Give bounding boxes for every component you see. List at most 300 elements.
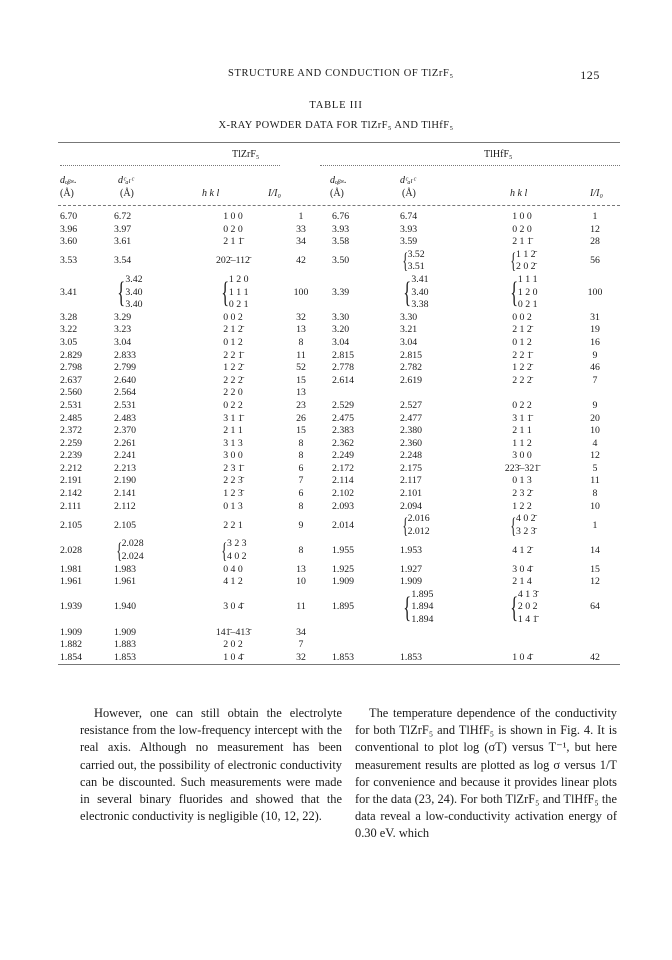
table-cell: 12 <box>590 576 600 588</box>
table-cell: 0 2 2 <box>512 399 532 411</box>
table-cell <box>474 639 570 652</box>
table-cell <box>474 589 570 627</box>
table-cell: 13 <box>296 324 306 336</box>
table-cell: 1 <box>592 211 598 222</box>
table-cell: 2.778 <box>332 362 355 374</box>
table-cell: 1.909 <box>114 626 137 638</box>
table-cell: 3.58 <box>332 236 350 248</box>
table-cell: 8 <box>298 437 304 449</box>
stacked-value: 2.016 <box>407 513 430 525</box>
table-cell: 11 <box>296 349 306 361</box>
table-cell: 0 0 2 <box>223 311 243 323</box>
stacked-value: 0 2 1 <box>517 299 538 311</box>
table-cell: 1.882 <box>60 639 83 651</box>
brace-mark: { <box>403 275 412 309</box>
col-header-dcalc-right: dᶜₐₗᶜ <box>400 175 416 186</box>
table-cell: 2.213 <box>114 462 137 474</box>
table-row <box>58 400 620 413</box>
table-cell: 2.362 <box>332 437 355 449</box>
table-caption: X-RAY POWDER DATA FOR TlZrF₅ AND TlHfF₅ <box>218 120 454 131</box>
stacked-value: 3.41 <box>411 273 429 285</box>
page-number: 125 <box>580 68 600 82</box>
table-cell: 1.927 <box>400 563 423 575</box>
table-cell: 1.909 <box>332 576 355 588</box>
table-row <box>58 576 620 589</box>
table-cell: 0 2 0 <box>512 223 532 235</box>
table-cell: 1.895 <box>332 601 355 613</box>
table-cell: 8 <box>298 544 304 556</box>
table-cell <box>474 249 570 274</box>
table-cell: 2 1 4 <box>512 576 532 588</box>
table-cell: 2.117 <box>400 475 422 487</box>
table-cell <box>328 627 396 640</box>
table-cell: 0 1 3 <box>512 475 532 487</box>
table-cell: 2.782 <box>400 362 423 374</box>
table-cell: 32 <box>296 311 306 323</box>
col-header-unit-right-2: (Å) <box>402 188 416 199</box>
table-cell <box>396 627 474 640</box>
table-cell: 2.261 <box>114 437 137 449</box>
table-cell <box>570 627 620 640</box>
table-cell: 2.637 <box>60 374 83 386</box>
table-cell: 2.249 <box>332 450 355 462</box>
table-cell: 2 3 1̄ <box>223 462 243 474</box>
table-cell: 12 <box>590 450 600 462</box>
table-cell: 3.29 <box>114 311 132 323</box>
table-cell: 2.370 <box>114 425 137 437</box>
stacked-value: 1.894 <box>411 601 434 613</box>
group-header-right: TlHfF₅ <box>484 149 513 160</box>
table-row <box>58 438 620 451</box>
body-column-right <box>355 705 617 843</box>
table-row <box>58 488 620 501</box>
table-cell: 10 <box>590 500 600 512</box>
stacked-value: 2.012 <box>407 525 430 537</box>
table-cell: 3.04 <box>332 336 350 348</box>
table-cell <box>570 639 620 652</box>
table-cell <box>328 639 396 652</box>
table-cell: 2.259 <box>60 437 83 449</box>
table-cell <box>396 513 474 538</box>
col-header-dobs-right: dₒᵦₛ. <box>330 175 347 186</box>
table-cell <box>396 249 474 274</box>
table-row <box>58 211 620 224</box>
table-cell: 1.925 <box>332 563 355 575</box>
table-cell: 3.60 <box>60 236 78 248</box>
table-cell: 3.59 <box>400 236 418 248</box>
brace-mark: { <box>117 275 126 309</box>
header-bottom-rule <box>58 205 620 206</box>
stacked-value: 3.42 <box>125 273 143 285</box>
table-cell: 0 0 2 <box>512 311 532 323</box>
brace-mark: { <box>510 248 517 274</box>
table-row <box>58 413 620 426</box>
brace-mark: { <box>221 538 228 564</box>
table-cell: 1.883 <box>114 639 137 651</box>
stacked-value: 3.38 <box>411 299 429 311</box>
table-cell: 2 1 2̄ <box>512 324 532 336</box>
table-cell: 8 <box>298 336 304 348</box>
table-cell: 7 <box>592 374 598 386</box>
table-cell: 2 1 1 <box>512 425 532 437</box>
table-cell: 15 <box>296 425 306 437</box>
stacked-value: 1.894 <box>411 614 434 626</box>
table-cell: 1 0 4̄ <box>223 651 243 663</box>
stacked-value: 1 1 1 <box>517 273 538 285</box>
brace-mark: { <box>402 248 409 274</box>
table-cell: 34 <box>296 626 306 638</box>
table-cell: 9 <box>298 519 304 531</box>
col-header-intensity-left: I/I₀ <box>268 188 281 199</box>
table-row <box>58 274 620 312</box>
table-cell: 7 <box>298 639 304 651</box>
table-row <box>58 513 620 538</box>
table-cell: 6.76 <box>332 211 350 222</box>
table-cell: 4 1 2 <box>223 576 243 588</box>
table-cell <box>396 639 474 652</box>
table-cell: 2.833 <box>114 349 137 361</box>
table-cell: 6 <box>298 488 304 500</box>
table-cell <box>474 274 570 312</box>
table-cell: 1 2 2̄ <box>223 362 243 374</box>
table-cell: 1.961 <box>60 576 83 588</box>
group-rule-left <box>60 165 280 166</box>
table-cell: 3 0 0 <box>223 450 243 462</box>
table-cell: 2.014 <box>332 519 355 531</box>
table-cell: 2.380 <box>400 425 423 437</box>
table-cell: 2.383 <box>332 425 355 437</box>
table-cell: 15 <box>296 374 306 386</box>
stacked-value: 4 0 2 <box>226 551 247 563</box>
table-cell: 1.853 <box>332 651 355 663</box>
table-cell: 3.28 <box>60 311 78 323</box>
table-cell: 2.531 <box>60 399 83 411</box>
stacked-value: 3.52 <box>407 248 425 260</box>
table-cell <box>192 274 274 312</box>
table-cell: 3.53 <box>60 255 78 267</box>
table-cell: 2.798 <box>60 362 83 374</box>
stacked-value: 3.40 <box>125 286 143 298</box>
table-cell: 3.30 <box>332 311 350 323</box>
table-cell: 2.142 <box>60 488 83 500</box>
table-cell: 2 1 1̄ <box>223 236 243 248</box>
table-cell: 3 0 4̄ <box>223 601 243 613</box>
table-cell <box>474 387 570 400</box>
table-row <box>58 312 620 325</box>
table-cell: 202̄–112̄ <box>216 255 250 267</box>
stacked-value: 2 0 2̄ <box>515 261 536 273</box>
table-cell: 3 0 0 <box>512 450 532 462</box>
table-cell: 3.04 <box>114 336 132 348</box>
table-cell: 2.619 <box>400 374 423 386</box>
table-cell: 3.61 <box>114 236 132 248</box>
table-number: TABLE III <box>309 100 363 111</box>
table-cell: 1 <box>592 519 598 531</box>
stacked-value: 4 0 2̄ <box>515 513 536 525</box>
col-header-intensity-right: I/I₀ <box>590 188 603 199</box>
table-cell <box>112 538 192 563</box>
table-row <box>58 249 620 274</box>
table-cell: 2.101 <box>400 488 423 500</box>
col-header-dcalc-left: dᶜₐₗᶜ <box>118 175 134 186</box>
table-cell: 2 1 1̄ <box>512 236 532 248</box>
table-cell: 1.909 <box>60 626 83 638</box>
table-cell: 3.97 <box>114 223 132 235</box>
table-row <box>58 639 620 652</box>
table-cell: 0 1 2 <box>512 336 532 348</box>
stacked-value: 3.40 <box>125 299 143 311</box>
stacked-value: 1 4 1̄ <box>517 614 538 626</box>
brace-mark: { <box>402 512 409 538</box>
stacked-value: 3.40 <box>411 286 429 298</box>
table-cell: 2.093 <box>332 500 355 512</box>
stacked-value: 1.895 <box>411 588 434 600</box>
table-cell: 3.41 <box>60 286 78 298</box>
table-cell: 2 2 3̄ <box>223 475 243 487</box>
stacked-value: 1 2 0 <box>517 286 538 298</box>
group-rule-right <box>320 165 620 166</box>
table-cell <box>570 387 620 400</box>
table-row <box>58 627 620 640</box>
table-cell: 1.953 <box>400 544 423 556</box>
table-cell: 2.114 <box>332 475 354 487</box>
table-cell: 2.094 <box>400 500 423 512</box>
table-cell: 3.04 <box>400 336 418 348</box>
col-header-hkl-left: h k l <box>202 188 220 199</box>
table-cell: 28 <box>590 236 600 248</box>
table-cell: 2.191 <box>60 475 83 487</box>
col-header-unit-left-1: (Å) <box>60 188 74 199</box>
table-cell: 2.527 <box>400 399 423 411</box>
table-cell: 33 <box>296 223 306 235</box>
table-cell: 2.529 <box>332 399 355 411</box>
table-cell: 2.241 <box>114 450 137 462</box>
table-cell: 56 <box>590 255 600 267</box>
table-cell: 1 0 4̄ <box>512 651 532 663</box>
table-cell: 223̄–321̄ <box>504 462 540 474</box>
table-cell: 2 2 1̄ <box>512 349 532 361</box>
table-cell: 6.72 <box>114 211 132 222</box>
table-cell: 6.70 <box>60 211 78 222</box>
table-cell: 3.23 <box>114 324 132 336</box>
table-cell: 15 <box>590 563 600 575</box>
brace-mark: { <box>509 590 518 624</box>
table-row <box>58 425 620 438</box>
table-cell: 1 2 3̄ <box>223 488 243 500</box>
table-cell: 2 2 2̄ <box>512 374 532 386</box>
table-row <box>58 538 620 563</box>
table-row <box>58 362 620 375</box>
stacked-value: 3.51 <box>407 261 425 273</box>
table-cell: 1.955 <box>332 544 355 556</box>
table-cell: 3.39 <box>332 286 350 298</box>
table-cell: 1.940 <box>114 601 137 613</box>
table-cell <box>396 387 474 400</box>
brace-mark: { <box>509 275 518 309</box>
table-cell: 2.372 <box>60 425 83 437</box>
table-row <box>58 324 620 337</box>
table-cell: 4 1 2̄ <box>512 544 532 556</box>
table-row <box>58 236 620 249</box>
stacked-value: 1 1 2̄ <box>515 248 536 260</box>
table-cell: 2 2 1̄ <box>223 349 243 361</box>
table-cell: 2 2 0 <box>223 387 243 399</box>
table-cell: 0 2 2 <box>223 399 243 411</box>
table-cell: 2 3 2̄ <box>512 488 532 500</box>
table-cell: 0 1 3 <box>223 500 243 512</box>
table-cell: 1.854 <box>60 651 83 663</box>
table-row <box>58 387 620 400</box>
stacked-value: 3 2 3̄ <box>515 525 536 537</box>
table-cell: 2 1 1 <box>223 425 243 437</box>
table-cell: 6 <box>298 462 304 474</box>
table-row <box>58 564 620 577</box>
stacked-value: 0 2 1 <box>228 299 249 311</box>
stacked-value: 1 2 0 <box>228 273 249 285</box>
table-row <box>58 463 620 476</box>
table-cell: 2.175 <box>400 462 423 474</box>
table-cell: 2.483 <box>114 412 137 424</box>
table-cell: 1.909 <box>400 576 423 588</box>
table-cell: 34 <box>296 236 306 248</box>
table-cell: 1 0 0 <box>223 211 243 222</box>
table-cell: 14 <box>590 544 600 556</box>
table-cell: 13 <box>296 563 306 575</box>
table-row <box>58 589 620 627</box>
col-header-unit-left-2: (Å) <box>120 188 134 199</box>
table-cell: 9 <box>592 349 598 361</box>
table-row <box>58 375 620 388</box>
table-cell: 16 <box>590 336 600 348</box>
table-cell: 10 <box>296 576 306 588</box>
table-cell: 2.248 <box>400 450 423 462</box>
stacked-value: 4 1 3̄ <box>517 588 538 600</box>
table-cell: 42 <box>296 255 306 267</box>
table-cell: 0 2 0 <box>223 223 243 235</box>
brace-mark: { <box>116 538 123 564</box>
table-cell: 9 <box>592 399 598 411</box>
table-cell: 2 2 1 <box>223 519 243 531</box>
table-cell: 1 1 2 <box>512 437 532 449</box>
table-cell: 19 <box>590 324 600 336</box>
table-cell: 2.799 <box>114 362 137 374</box>
table-cell: 141̄–413̄ <box>215 626 251 638</box>
table-cell: 1.983 <box>114 563 137 575</box>
table-cell: 31 <box>590 311 600 323</box>
col-header-unit-right-1: (Å) <box>330 188 344 199</box>
table-cell: 1 0 0 <box>512 211 532 222</box>
table-row <box>58 475 620 488</box>
table-cell: 2.190 <box>114 475 137 487</box>
table-cell: 7 <box>298 475 304 487</box>
table-cell: 1.853 <box>114 651 137 663</box>
table-cell: 2.485 <box>60 412 83 424</box>
group-header-left: TlZrF₅ <box>232 149 260 160</box>
table-cell: 64 <box>590 601 600 613</box>
table-cell: 2 1 2̄ <box>223 324 243 336</box>
table-cell: 2.531 <box>114 399 137 411</box>
table-cell: 4 <box>592 437 598 449</box>
table-cell: 3.22 <box>60 324 78 336</box>
table-cell: 2.141 <box>114 488 137 500</box>
table-cell: 2.815 <box>400 349 423 361</box>
table-row <box>58 224 620 237</box>
table-cell <box>396 589 474 627</box>
table-cell: 8 <box>592 488 598 500</box>
col-header-hkl-right: h k l <box>510 188 528 199</box>
table-cell <box>192 538 274 563</box>
table-cell: 3 0 4̄ <box>512 563 532 575</box>
table-cell: 3 1 1̄ <box>512 412 532 424</box>
table-bottom-rule <box>58 664 620 665</box>
table-cell: 1.853 <box>400 651 423 663</box>
table-cell: 20 <box>590 412 600 424</box>
table-cell: 2.360 <box>400 437 423 449</box>
table-cell: 2.477 <box>400 412 423 424</box>
table-cell: 3.93 <box>400 223 418 235</box>
table-cell: 2.105 <box>114 519 137 531</box>
table-row <box>58 450 620 463</box>
xray-data-table <box>58 211 620 664</box>
table-cell: 2.212 <box>60 462 83 474</box>
table-cell: 3.30 <box>400 311 418 323</box>
table-cell: 2.475 <box>332 412 355 424</box>
table-cell: 2.564 <box>114 387 137 399</box>
table-cell: 0 1 2 <box>223 336 243 348</box>
table-cell: 2 0 2 <box>223 639 243 651</box>
table-cell: 3.50 <box>332 255 350 267</box>
table-cell: 3.54 <box>114 255 132 267</box>
table-cell: 52 <box>296 362 306 374</box>
body-column-left <box>80 705 342 825</box>
table-cell: 1.981 <box>60 563 83 575</box>
body-paragraph-right: The temperature dependence of the conductivity for both TlZrF₅ and TlHfF₅ is shown in Fig. 4. It is conventional to plot log (σT) versus T⁻¹, but here measurement results are plotted as log σ versus 1/T for convenience and because it provides linear plots for the data (23, 24). For both TlZrF₅ and TlHfF₅ the data reveal a low-conductivity activation energy of 0.30 eV. which <box>355 706 617 841</box>
table-cell: 11 <box>590 475 600 487</box>
table-row <box>58 652 620 665</box>
table-cell: 2.112 <box>114 500 136 512</box>
table-cell: 26 <box>296 412 306 424</box>
stacked-value: 3 2 3 <box>226 538 247 550</box>
table-cell: 12 <box>590 223 600 235</box>
brace-mark: { <box>403 590 412 624</box>
table-cell: 46 <box>590 362 600 374</box>
table-cell: 2.815 <box>332 349 355 361</box>
table-cell: 3 1 1̄ <box>223 412 243 424</box>
table-cell: 23 <box>296 399 306 411</box>
table-cell: 2.829 <box>60 349 83 361</box>
table-cell <box>396 274 474 312</box>
table-row <box>58 337 620 350</box>
table-cell: 3.21 <box>400 324 418 336</box>
table-cell: 1.939 <box>60 601 83 613</box>
stacked-value: 1 1 1 <box>228 286 249 298</box>
table-cell: 42 <box>590 651 600 663</box>
table-cell: 10 <box>590 425 600 437</box>
table-cell: 2.028 <box>60 544 83 556</box>
stacked-value: 2.024 <box>121 551 144 563</box>
table-cell: 0 4 0 <box>223 563 243 575</box>
table-cell: 8 <box>298 450 304 462</box>
table-cell: 3.96 <box>60 223 78 235</box>
table-cell: 100 <box>293 286 309 298</box>
table-top-rule <box>58 142 620 143</box>
table-row <box>58 501 620 514</box>
table-cell <box>474 627 570 640</box>
table-cell: 1 2 2 <box>512 500 532 512</box>
table-cell <box>328 387 396 400</box>
running-title: STRUCTURE AND CONDUCTION OF TlZrF₅ <box>228 68 454 79</box>
table-cell: 32 <box>296 651 306 663</box>
